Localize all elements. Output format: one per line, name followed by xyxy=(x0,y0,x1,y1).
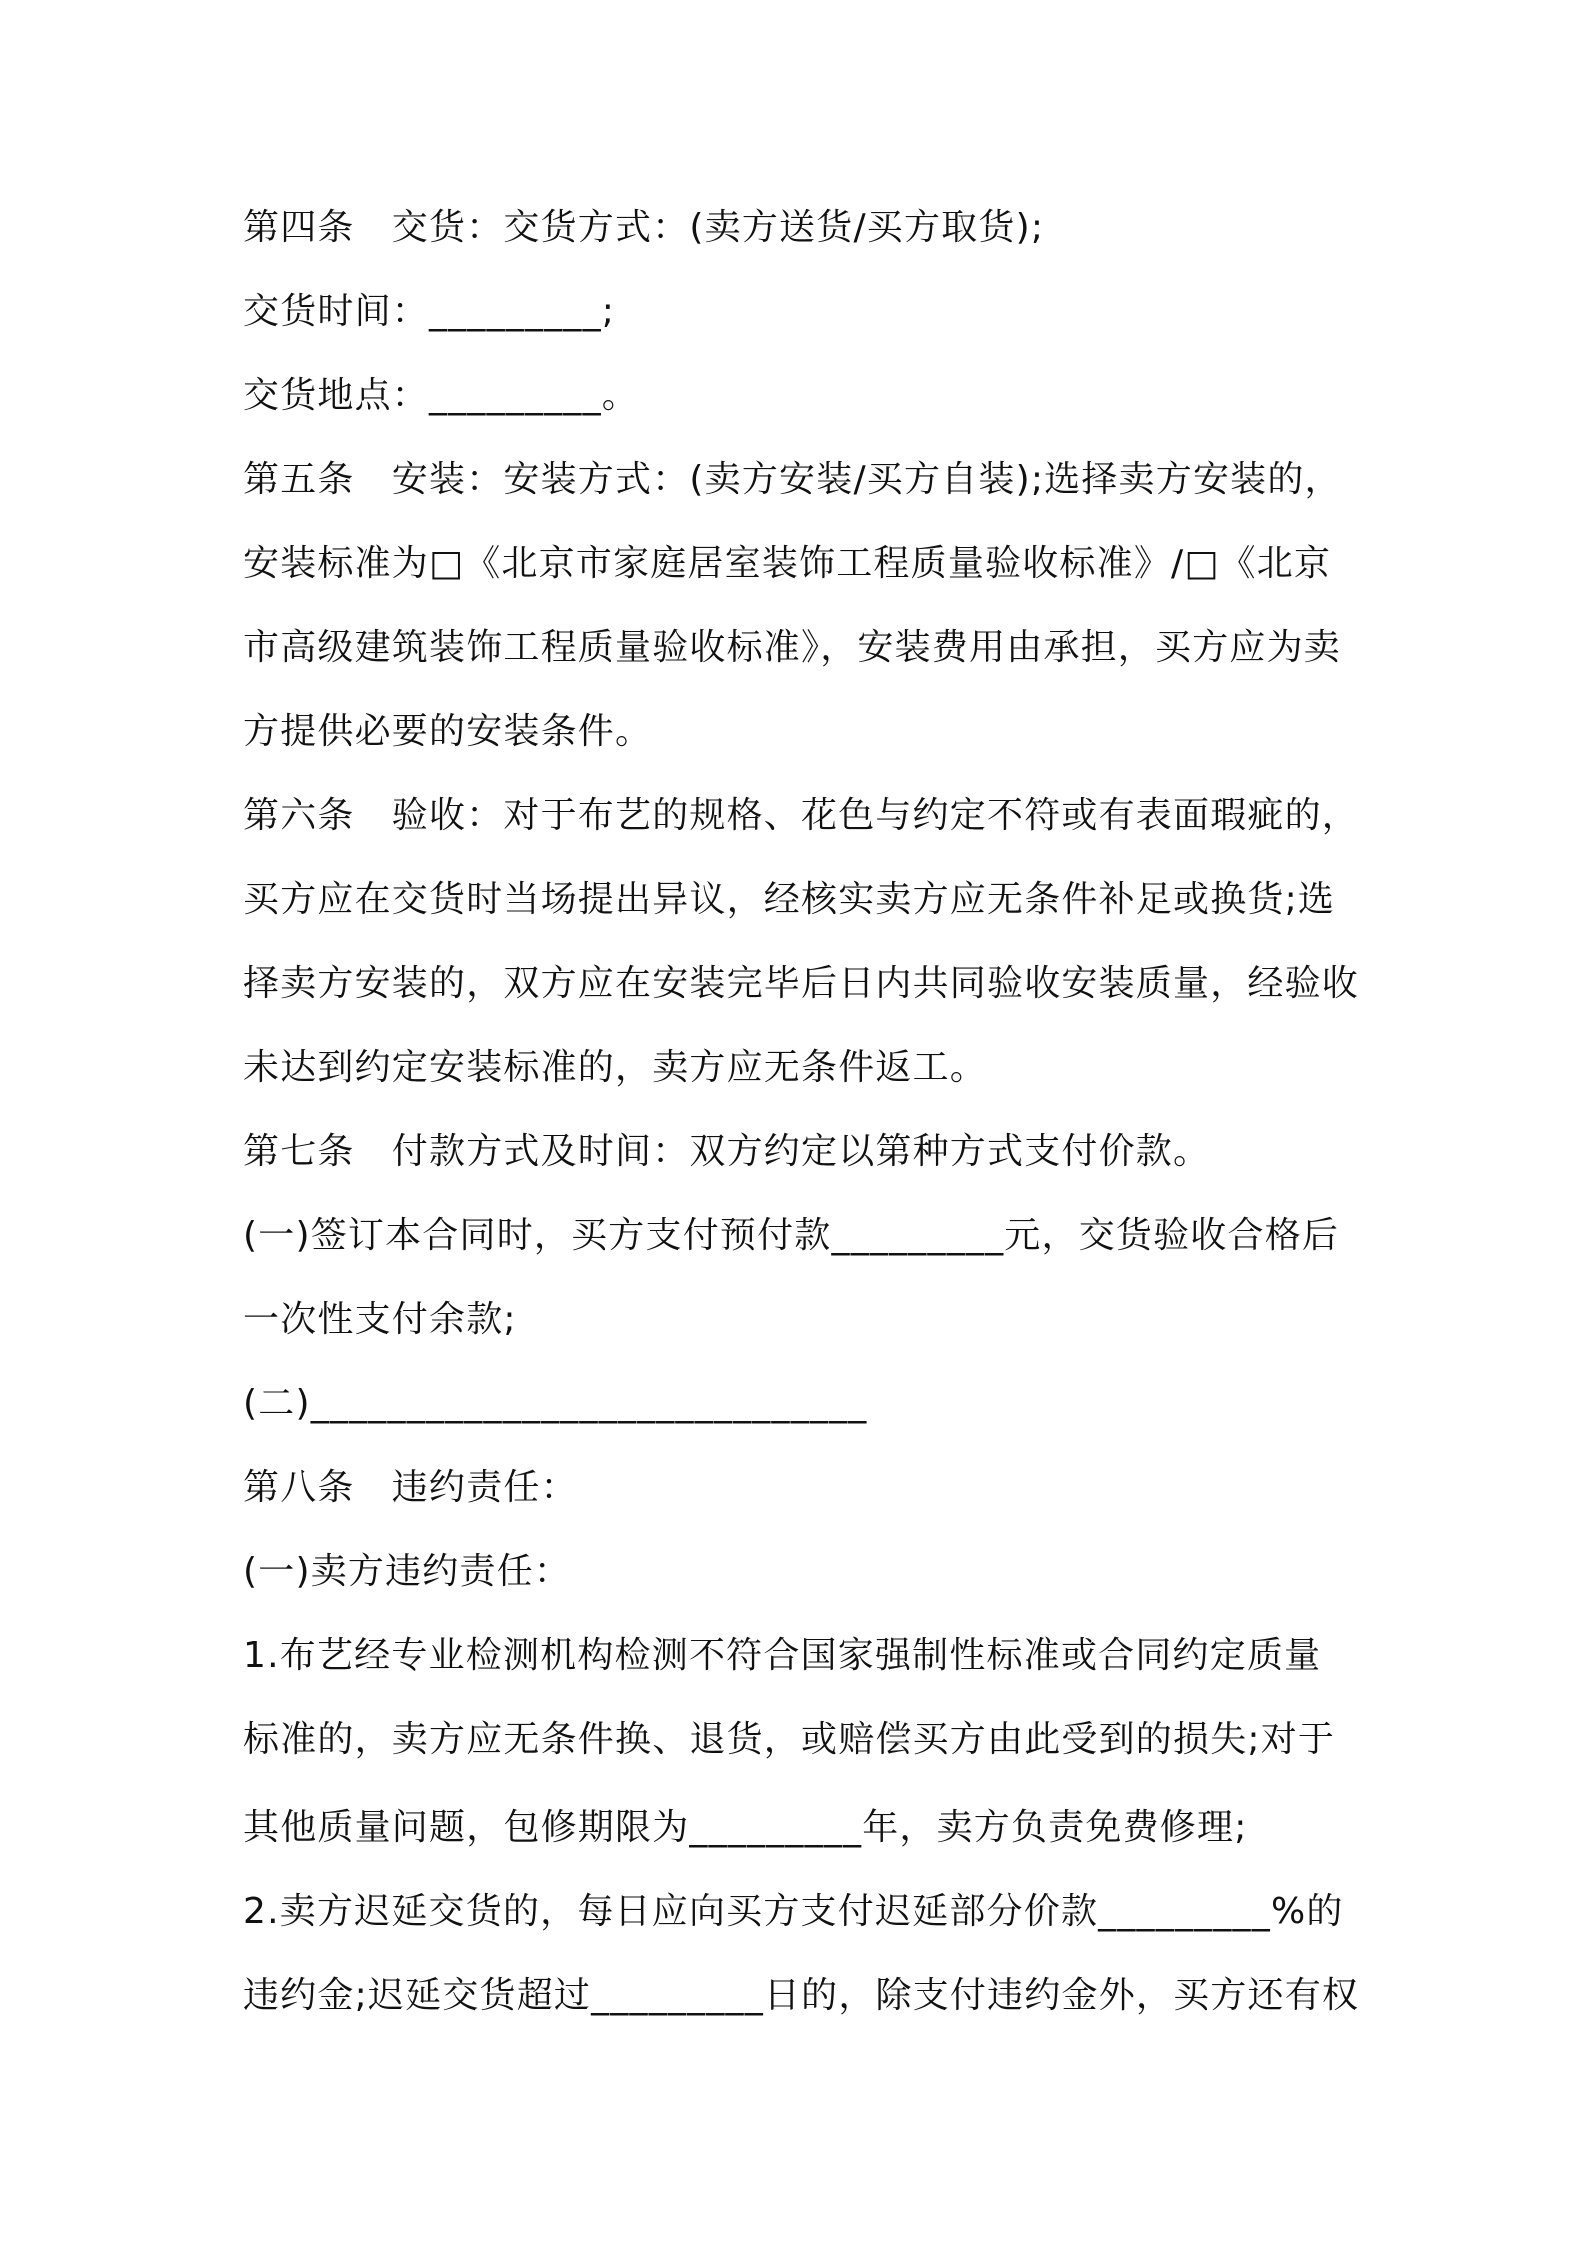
clause-5-installation: 第五条 安装：安装方式：(卖方安装/买方自装);选择卖方安装的， xyxy=(243,459,1342,500)
delivery-time-line: 交货时间：_________; xyxy=(243,291,616,332)
clause-5-line-3: 市高级建筑装饰工程质量验收标准》，安装费用由承担，买方应为卖 xyxy=(243,627,1342,668)
payment-option-2: (二)_____________________________ xyxy=(243,1383,868,1424)
clause-6-line-4: 未达到约定安装标准的，卖方应无条件返工。 xyxy=(243,1047,988,1088)
seller-liability-item-2: 2.卖方迟延交货的，每日应向买方支付迟延部分价款_________%的 xyxy=(243,1891,1344,1932)
clause-6-line-2: 买方应在交货时当场提出异议，经核实卖方应无条件补足或换货;选 xyxy=(243,879,1336,920)
clause-6-acceptance: 第六条 验收：对于布艺的规格、花色与约定不符或有表面瑕疵的， xyxy=(243,795,1360,836)
clause-8-liability: 第八条 违约责任： xyxy=(243,1467,578,1508)
seller-liability-item-1: 1.布艺经专业检测机构检测不符合国家强制性标准或合同约定质量 xyxy=(243,1635,1322,1676)
seller-liability-item-1-line-2: 标准的，卖方应无条件换、退货，或赔偿买方由此受到的损失;对于 xyxy=(243,1719,1336,1760)
payment-option-1: (一)签订本合同时，买方支付预付款_________元，交货验收合格后 xyxy=(243,1215,1340,1256)
clause-5-line-4: 方提供必要的安装条件。 xyxy=(243,711,653,752)
payment-option-1-line-2: 一次性支付余款; xyxy=(243,1299,517,1340)
seller-liability-heading: (一)卖方违约责任： xyxy=(243,1551,572,1592)
clause-4-delivery-method: 第四条 交货：交货方式：(卖方送货/买方取货); xyxy=(243,207,1045,248)
seller-liability-item-2-line-2: 违约金;迟延交货超过_________日的，除支付违约金外，买方还有权 xyxy=(243,1975,1360,2016)
clause-5-line-2: 安装标准为□《北京市家庭居室装饰工程质量验收标准》/□《北京 xyxy=(243,543,1332,584)
seller-liability-item-1-line-3: 其他质量问题，包修期限为_________年，卖方负责免费修理; xyxy=(243,1807,1248,1848)
clause-6-line-3: 择卖方安装的，双方应在安装完毕后日内共同验收安装质量，经验收 xyxy=(243,963,1360,1004)
clause-7-payment: 第七条 付款方式及时间：双方约定以第种方式支付价款。 xyxy=(243,1131,1211,1172)
delivery-place-line: 交货地点：_________。 xyxy=(243,375,640,416)
